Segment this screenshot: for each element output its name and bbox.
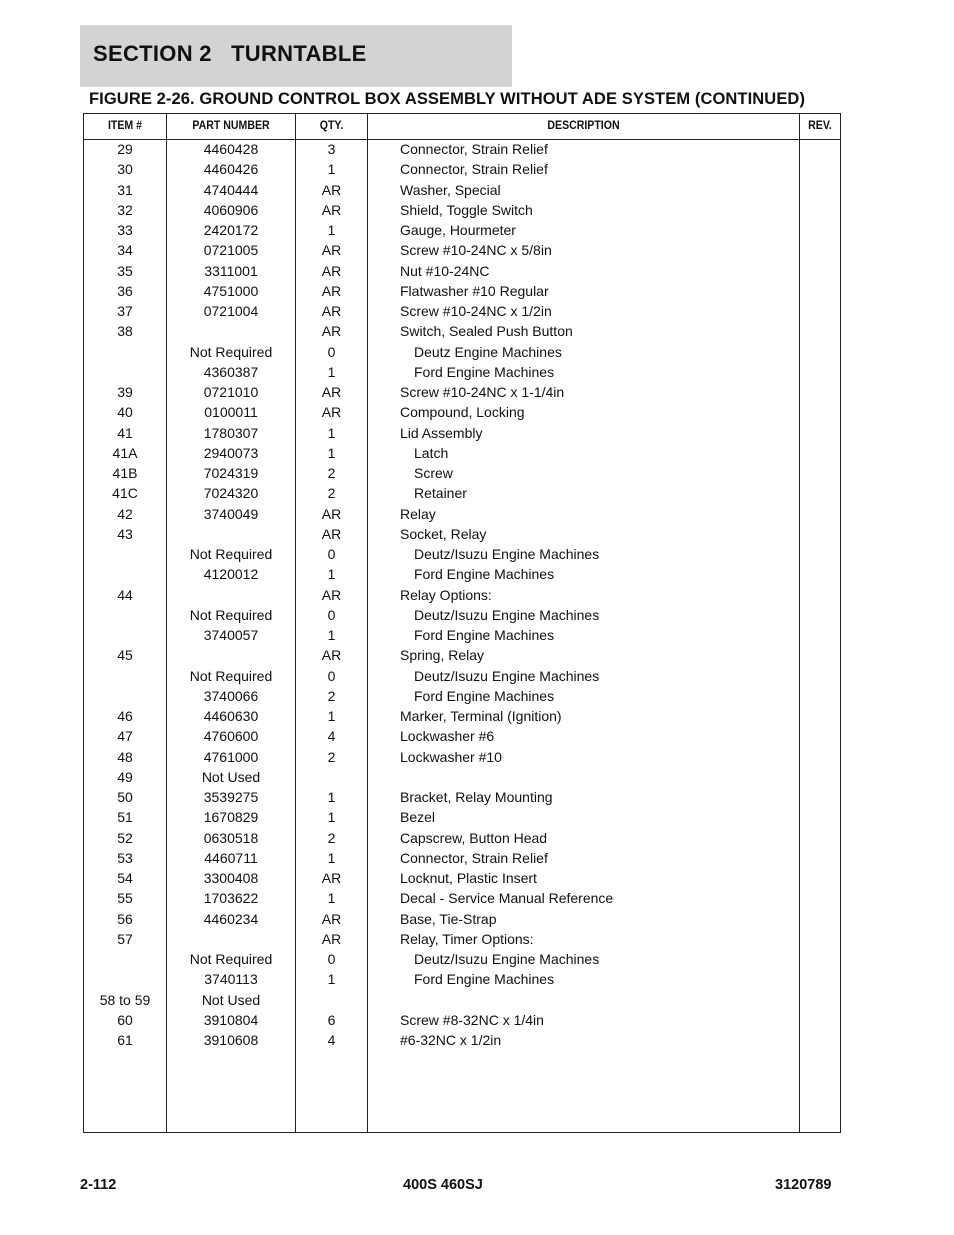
part-number-cell: 4751000	[203, 282, 259, 299]
table-row	[84, 970, 840, 990]
qty-cell: AR	[321, 586, 342, 603]
table-row	[84, 586, 840, 606]
table-row	[84, 424, 840, 444]
part-number-cell: 3740066	[203, 687, 259, 704]
description-cell: Switch, Sealed Push Button	[400, 323, 573, 340]
description-cell: Screw #10-24NC x 1-1/4in	[400, 384, 565, 400]
header-description: DESCRIPTION	[547, 118, 620, 132]
qty-cell: 1	[327, 424, 336, 441]
description-cell: Shield, Toggle Switch	[400, 201, 533, 218]
part-number-cell: 2940073	[203, 444, 259, 461]
part-number-cell: 1703622	[203, 890, 259, 907]
part-number-cell: 7024319	[203, 465, 259, 481]
item-cell: 32	[117, 201, 133, 218]
qty-cell: 1	[327, 789, 336, 805]
part-number-cell: 0100011	[204, 404, 258, 421]
table-row	[84, 748, 840, 768]
description-cell: Gauge, Hourmeter	[400, 222, 516, 238]
table-header	[84, 114, 840, 140]
table-row	[84, 667, 840, 687]
part-number-cell: 7024320	[203, 485, 259, 502]
description-cell: Base, Tie-Strap	[400, 910, 497, 927]
table-row	[84, 606, 840, 626]
qty-cell: 0	[327, 546, 336, 562]
qty-cell: 3	[327, 141, 336, 157]
part-number-cell: Not Used	[201, 991, 261, 1008]
part-number-cell: 4360387	[203, 363, 259, 380]
qty-cell: 0	[327, 343, 336, 360]
table-row	[84, 1011, 840, 1031]
table-row	[84, 707, 840, 727]
qty-cell: 2	[327, 687, 336, 704]
table-row	[84, 991, 840, 1011]
table-row	[84, 849, 840, 869]
description-cell: Decal - Service Manual Reference	[400, 890, 614, 907]
table-body	[84, 140, 840, 1051]
item-cell: 37	[117, 303, 133, 319]
part-number-cell: 4460234	[203, 910, 259, 927]
table-row	[84, 808, 840, 828]
part-number-cell: 4120012	[203, 566, 259, 583]
page-number: 2-112	[80, 1177, 117, 1193]
item-cell: 44	[117, 586, 133, 603]
part-number-cell: 4460428	[203, 141, 259, 157]
part-number-cell: Not Used	[201, 768, 261, 785]
description-cell: #6-32NC x 1/2in	[400, 1032, 502, 1048]
item-cell: 49	[117, 768, 133, 785]
table-row	[84, 140, 840, 160]
item-cell: 60	[117, 1011, 133, 1028]
table-row	[84, 221, 840, 241]
description-cell: Connector, Strain Relief	[400, 849, 548, 866]
item-cell: 41	[117, 424, 133, 441]
description-cell: Screw #10-24NC x 1/2in	[400, 303, 552, 319]
item-cell: 58 to 59	[99, 991, 151, 1008]
table-row	[84, 363, 840, 383]
qty-cell: 0	[327, 606, 336, 623]
item-cell: 48	[117, 748, 133, 765]
qty-cell: AR	[321, 282, 342, 299]
part-number-cell: 3311001	[204, 262, 258, 279]
qty-cell: AR	[321, 930, 342, 947]
qty-cell: AR	[321, 262, 342, 279]
item-cell: 61	[117, 1032, 133, 1048]
part-number-cell: 0721004	[203, 303, 259, 319]
table-row	[84, 383, 840, 403]
table-row	[84, 565, 840, 585]
description-cell: Screw #8-32NC x 1/4in	[400, 1011, 544, 1028]
description-cell: Lid Assembly	[400, 424, 483, 441]
part-number-cell: 1780307	[203, 424, 259, 441]
item-cell: 40	[117, 404, 133, 421]
qty-cell: AR	[321, 242, 342, 259]
figure-title: FIGURE 2-26. GROUND CONTROL BOX ASSEMBLY WITHOUT ADE SYSTEM (CONTINUED)	[89, 90, 806, 108]
part-number-cell: 3740049	[203, 505, 259, 522]
qty-cell: 1	[327, 809, 336, 826]
table-row	[84, 646, 840, 666]
description-cell: Ford Engine Machines	[414, 971, 555, 988]
part-number-cell: 0630518	[203, 829, 259, 846]
qty-cell: AR	[321, 181, 342, 198]
item-cell: 46	[117, 708, 133, 724]
description-cell: Deutz/Isuzu Engine Machines	[414, 546, 600, 562]
item-cell: 31	[117, 181, 133, 198]
qty-cell: 2	[327, 485, 336, 502]
qty-cell: AR	[321, 404, 342, 421]
qty-cell: AR	[321, 647, 342, 664]
item-cell: 47	[117, 728, 133, 745]
part-number-cell: Not Required	[189, 343, 273, 360]
item-cell: 53	[117, 849, 133, 866]
item-cell: 50	[117, 789, 133, 805]
item-cell: 54	[117, 870, 133, 886]
item-cell: 43	[117, 525, 133, 542]
part-number-cell: 0721010	[203, 384, 259, 400]
description-cell: Nut #10-24NC	[400, 262, 490, 279]
item-cell: 41B	[112, 465, 138, 481]
part-number-cell: 4761000	[203, 748, 259, 765]
part-number-cell: 4760600	[203, 728, 259, 745]
description-cell: Screw #10-24NC x 5/8in	[400, 242, 552, 259]
description-cell: Retainer	[414, 485, 467, 502]
table-row	[84, 505, 840, 525]
description-cell: Connector, Strain Relief	[400, 141, 548, 157]
description-cell: Bezel	[400, 809, 436, 826]
description-cell: Deutz/Isuzu Engine Machines	[414, 951, 600, 967]
description-cell: Deutz Engine Machines	[414, 343, 562, 360]
description-cell: Lockwasher #10	[400, 748, 502, 765]
qty-cell: 0	[327, 667, 336, 684]
table-row	[84, 343, 840, 363]
description-cell: Connector, Strain Relief	[400, 161, 548, 178]
table-row	[84, 160, 840, 180]
description-cell: Flatwasher #10 Regular	[400, 282, 549, 299]
qty-cell: AR	[321, 910, 342, 927]
item-cell: 51	[117, 809, 133, 826]
table-row	[84, 464, 840, 484]
table-row	[84, 525, 840, 545]
table-row	[84, 626, 840, 646]
table-row	[84, 889, 840, 909]
part-number-cell: 4740444	[203, 181, 259, 198]
table-row	[84, 484, 840, 504]
header-rev: REV.	[808, 118, 832, 132]
description-cell: Ford Engine Machines	[414, 627, 555, 643]
qty-cell: AR	[321, 525, 342, 542]
qty-cell: 1	[327, 708, 336, 724]
qty-cell: 1	[327, 363, 336, 380]
description-cell: Lockwasher #6	[400, 728, 495, 745]
qty-cell: 1	[327, 222, 336, 238]
description-cell: Compound, Locking	[400, 404, 525, 421]
header-qty: QTY.	[319, 118, 344, 132]
qty-cell: 0	[327, 951, 336, 967]
description-cell: Socket, Relay	[400, 525, 487, 542]
table-row	[84, 829, 840, 849]
part-number-cell: 3910804	[203, 1011, 259, 1028]
item-cell: 41A	[112, 444, 138, 461]
table-row	[84, 322, 840, 342]
qty-cell: 6	[327, 1011, 336, 1028]
description-cell: Relay	[400, 505, 436, 522]
qty-cell: AR	[321, 505, 342, 522]
table-row	[84, 545, 840, 565]
table-row	[84, 727, 840, 747]
description-cell: Marker, Terminal (Ignition)	[400, 708, 562, 724]
table-row	[84, 768, 840, 788]
description-cell: Capscrew, Button Head	[400, 829, 548, 846]
item-cell: 30	[117, 161, 133, 178]
item-cell: 56	[117, 910, 133, 927]
description-cell: Deutz/Isuzu Engine Machines	[414, 606, 600, 623]
part-number-cell: 3740057	[203, 627, 259, 643]
description-cell: Deutz/Isuzu Engine Machines	[414, 667, 600, 684]
item-cell: 45	[117, 647, 133, 664]
part-number-cell: Not Required	[189, 606, 273, 623]
part-number-cell: 2420172	[203, 222, 259, 238]
part-number-cell: 3740113	[204, 971, 258, 988]
description-cell: Bracket, Relay Mounting	[400, 789, 553, 805]
table-row	[84, 1031, 840, 1051]
document-number: 3120789	[775, 1177, 832, 1193]
description-cell: Relay Options:	[400, 586, 492, 603]
qty-cell: 4	[327, 728, 336, 745]
table-row	[84, 788, 840, 808]
item-cell: 42	[117, 505, 133, 522]
table-row	[84, 302, 840, 322]
item-cell: 41C	[112, 485, 138, 502]
qty-cell: AR	[321, 201, 342, 218]
qty-cell: 1	[327, 444, 336, 461]
qty-cell: 1	[327, 971, 336, 988]
qty-cell: 2	[327, 748, 336, 765]
item-cell: 55	[117, 890, 133, 907]
item-cell: 29	[117, 141, 133, 157]
part-number-cell: 0721005	[203, 242, 259, 259]
description-cell: Washer, Special	[400, 181, 501, 198]
description-cell: Relay, Timer Options:	[400, 930, 534, 947]
table-row	[84, 444, 840, 464]
part-number-cell: Not Required	[189, 546, 273, 562]
qty-cell: AR	[321, 323, 342, 340]
part-number-cell: 4460426	[203, 161, 259, 178]
description-cell: Locknut, Plastic Insert	[400, 870, 537, 886]
part-number-cell: Not Required	[189, 667, 273, 684]
header-part-number: PART NUMBER	[192, 118, 270, 132]
part-number-cell: 3539275	[203, 789, 259, 805]
item-cell: 38	[117, 323, 133, 340]
qty-cell: 1	[327, 161, 336, 178]
table-row	[84, 869, 840, 889]
qty-cell: AR	[321, 303, 342, 319]
item-cell: 52	[117, 829, 133, 846]
description-cell: Ford Engine Machines	[414, 566, 555, 583]
description-cell: Latch	[414, 444, 449, 461]
table-row	[84, 950, 840, 970]
qty-cell: 1	[327, 849, 336, 866]
qty-cell: 2	[327, 465, 336, 481]
table-row	[84, 241, 840, 261]
description-cell: Spring, Relay	[400, 647, 485, 664]
part-number-cell: Not Required	[189, 951, 273, 967]
parts-table	[83, 113, 841, 1133]
description-cell: Ford Engine Machines	[414, 687, 555, 704]
table-row	[84, 403, 840, 423]
qty-cell: 1	[327, 566, 336, 583]
part-number-cell: 3300408	[203, 870, 259, 886]
table-row	[84, 910, 840, 930]
part-number-cell: 4460711	[204, 849, 258, 866]
section-title: SECTION 2 TURNTABLE	[93, 41, 367, 66]
table-row	[84, 201, 840, 221]
qty-cell: AR	[321, 870, 342, 886]
description-cell: Ford Engine Machines	[414, 363, 555, 380]
qty-cell: AR	[321, 384, 342, 400]
table-row	[84, 930, 840, 950]
part-number-cell: 4460630	[203, 708, 259, 724]
table-row	[84, 282, 840, 302]
description-cell: Screw	[414, 465, 453, 481]
qty-cell: 1	[327, 627, 336, 643]
qty-cell: 1	[327, 890, 336, 907]
item-cell: 33	[117, 222, 133, 238]
item-cell: 35	[117, 262, 133, 279]
model-number: 400S 460SJ	[403, 1177, 483, 1193]
table-row	[84, 262, 840, 282]
part-number-cell: 1670829	[203, 809, 259, 826]
qty-cell: 2	[327, 829, 336, 846]
item-cell: 36	[117, 282, 133, 299]
item-cell: 34	[117, 242, 133, 259]
part-number-cell: 3910608	[203, 1032, 259, 1048]
table-row	[84, 181, 840, 201]
part-number-cell: 4060906	[203, 201, 259, 218]
item-cell: 57	[117, 930, 133, 947]
header-item: ITEM #	[107, 118, 143, 132]
item-cell: 39	[117, 384, 133, 400]
qty-cell: 4	[327, 1032, 336, 1048]
table-row	[84, 687, 840, 707]
